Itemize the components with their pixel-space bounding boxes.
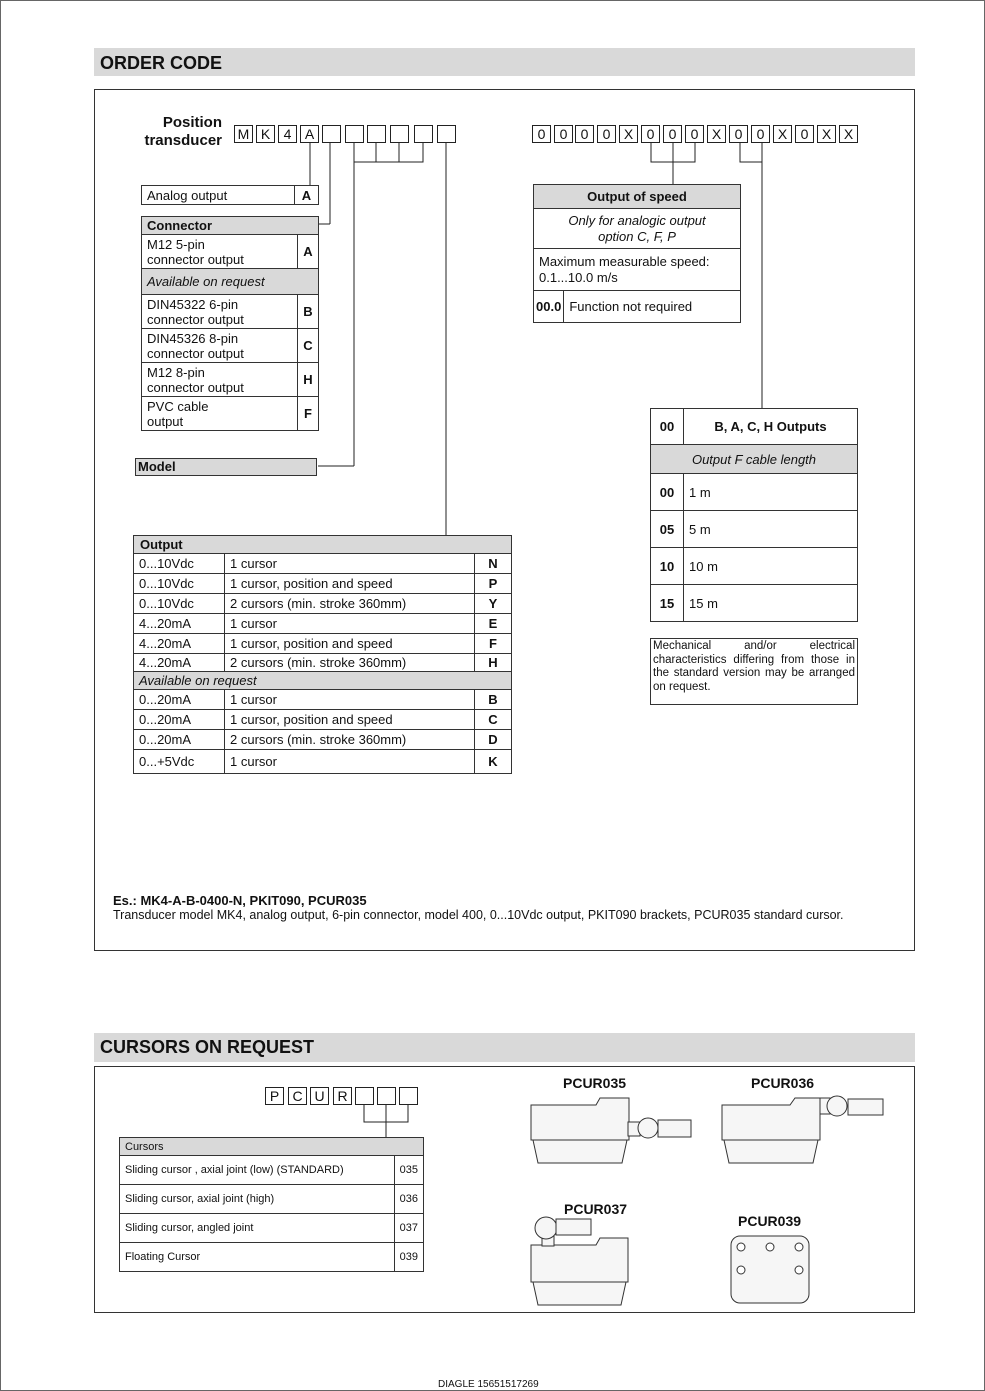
code-box: [322, 125, 341, 143]
output-code: H: [475, 654, 512, 672]
output-speed-header: Output of speed: [534, 185, 741, 209]
right-code-box: 0: [685, 125, 704, 143]
code-box: [345, 125, 364, 143]
cursor-code-box: C: [288, 1087, 307, 1105]
order-code-title: ORDER CODE: [100, 53, 223, 73]
outputs-row-value: 15 m: [684, 585, 858, 622]
cursor-code-box: P: [265, 1087, 284, 1105]
code-box: [367, 125, 386, 143]
connector-line2: connector output: [147, 251, 244, 267]
outputs-row-code: 10: [651, 548, 684, 585]
connector-line2: connector output: [147, 345, 244, 361]
right-code-box: X: [707, 125, 726, 143]
code-box: A: [300, 125, 319, 143]
output-speed-max1: Maximum measurable speed:: [539, 253, 710, 269]
connector-subheader: Available on request: [142, 269, 319, 295]
connector-line1: M12 5-pin: [147, 236, 205, 252]
output-range: 0...10Vdc: [134, 574, 225, 594]
pcur036-label: PCUR036: [751, 1075, 815, 1091]
output-code: E: [475, 614, 512, 634]
position-label-line1: Position: [162, 114, 222, 131]
cursor-code-box: [355, 1087, 374, 1105]
output-range: 0...10Vdc: [134, 594, 225, 614]
cursor-code-box: [377, 1087, 396, 1105]
connector-code: F: [298, 397, 319, 431]
code-box: [414, 125, 433, 143]
cursor-code-box: U: [310, 1087, 329, 1105]
output-range: 0...20mA: [134, 730, 225, 750]
cursor-code: 039: [394, 1243, 423, 1272]
cursor-desc: Sliding cursor, angled joint: [120, 1214, 395, 1243]
cursors-title: CURSORS ON REQUEST: [100, 1037, 315, 1057]
connector-line2: connector output: [147, 311, 244, 327]
right-code-box: 0: [597, 125, 616, 143]
cursor-code-box: [399, 1087, 418, 1105]
connector-code: C: [298, 329, 319, 363]
connector-code: A: [298, 235, 319, 269]
connector-row: [142, 363, 298, 397]
cursor-desc: Sliding cursor , axial joint (low) (STANDARD): [120, 1156, 395, 1185]
output-code: D: [475, 730, 512, 750]
outputs-sub: Output F cable length: [651, 445, 858, 474]
output-desc: 2 cursors (min. stroke 360mm): [225, 730, 475, 750]
output-code: Y: [475, 594, 512, 614]
code-box: 4: [278, 125, 297, 143]
output-code: C: [475, 710, 512, 730]
outputs-row-value: 10 m: [684, 548, 858, 585]
right-code-box: X: [817, 125, 836, 143]
output-code: N: [475, 554, 512, 574]
output-range: 0...20mA: [134, 710, 225, 730]
example-title: Es.: MK4-A-B-0400-N, PKIT090, PCUR035: [113, 893, 367, 908]
output-code: F: [475, 634, 512, 654]
output-desc: 1 cursor, position and speed: [225, 710, 475, 730]
output-code: K: [475, 750, 512, 774]
connector-line1: DIN45322 6-pin: [147, 296, 239, 312]
code-box: K: [256, 125, 275, 143]
output-desc: 1 cursor, position and speed: [225, 634, 475, 654]
right-code-box: 0: [641, 125, 660, 143]
outputs-row-code: 15: [651, 585, 684, 622]
output-table: [133, 535, 512, 774]
right-code-box: 0: [554, 125, 573, 143]
output-desc: 1 cursor: [225, 690, 475, 710]
connector-code: B: [298, 295, 319, 329]
right-code-box: X: [619, 125, 638, 143]
right-code-box: 0: [663, 125, 682, 143]
right-code-box: 0: [729, 125, 748, 143]
outputs-row-code: 00: [651, 474, 684, 511]
output-code: P: [475, 574, 512, 594]
output-speed-note1: Only for analogic output: [568, 212, 706, 228]
outputs-row-value: 1 m: [684, 474, 858, 511]
output-desc: 1 cursor: [225, 750, 475, 774]
right-code-box: 0: [795, 125, 814, 143]
connector-line1: PVC cable: [147, 398, 209, 414]
cursor-code: 035: [394, 1156, 423, 1185]
output-speed-max: [534, 249, 741, 291]
code-box: [390, 125, 409, 143]
cursor-code: 036: [394, 1185, 423, 1214]
note-box: [650, 638, 858, 705]
output-desc: 2 cursors (min. stroke 360mm): [225, 654, 475, 672]
output-speed-desc: Function not required: [564, 291, 741, 323]
output-range: 4...20mA: [134, 654, 225, 672]
output-desc: 1 cursor: [225, 614, 475, 634]
cursor-code: 037: [394, 1214, 423, 1243]
output-speed-note2: option C, F, P: [598, 228, 676, 244]
right-code-box: 0: [532, 125, 551, 143]
note-text: Mechanical and/or electrical characteristics differing from those in the standard version may be arranged on request.: [653, 640, 855, 693]
connector-table: [141, 216, 319, 431]
outputs-table: [650, 408, 858, 622]
connector-line2: output: [147, 413, 184, 429]
output-range: 4...20mA: [134, 614, 225, 634]
output-code: B: [475, 690, 512, 710]
output-range: 0...+5Vdc: [134, 750, 225, 774]
output-speed-code: 00.0: [534, 291, 564, 323]
footer-text: DIAGLE 15651517269: [438, 1379, 539, 1390]
cursors-table: [119, 1137, 424, 1272]
output-speed-note: [534, 209, 741, 249]
output-desc: 1 cursor: [225, 554, 475, 574]
output-subheader: Available on request: [134, 672, 512, 690]
right-code-box: X: [773, 125, 792, 143]
cursor-code-box: R: [333, 1087, 352, 1105]
right-code-box: 0: [575, 125, 594, 143]
outputs-code: 00: [651, 409, 684, 445]
right-code-box: X: [839, 125, 858, 143]
connector-header: Connector: [142, 217, 319, 235]
output-range: 0...10Vdc: [134, 554, 225, 574]
cursor-desc: Sliding cursor, axial joint (high): [120, 1185, 395, 1214]
position-label: [138, 114, 222, 150]
cursor-desc: Floating Cursor: [120, 1243, 395, 1272]
outputs-row-code: 05: [651, 511, 684, 548]
model-label: Model: [135, 458, 317, 476]
right-code-box: 0: [751, 125, 770, 143]
cursors-header: Cursors: [120, 1138, 424, 1156]
output-speed-table: [533, 184, 741, 323]
outputs-row-value: 5 m: [684, 511, 858, 548]
example-text: Transducer model MK4, analog output, 6-pin connector, model 400, 0...10Vdc output, PKIT090 brackets, PCUR035 standard cursor.: [113, 908, 844, 922]
connector-row: [142, 295, 298, 329]
pcur037-label: PCUR037: [564, 1201, 628, 1217]
connector-row: [142, 397, 298, 431]
code-box: [437, 125, 456, 143]
cursors-title-bar: [94, 1033, 915, 1062]
connector-row: [142, 329, 298, 363]
analog-output-label: Analog output: [142, 186, 295, 205]
connector-line1: M12 8-pin: [147, 364, 205, 380]
connector-code: H: [298, 363, 319, 397]
output-desc: 2 cursors (min. stroke 360mm): [225, 594, 475, 614]
pcur035-label: PCUR035: [563, 1075, 627, 1091]
analog-output-table: [141, 185, 319, 205]
connector-line2: connector output: [147, 379, 244, 395]
output-range: 0...20mA: [134, 690, 225, 710]
output-desc: 1 cursor, position and speed: [225, 574, 475, 594]
outputs-header: B, A, C, H Outputs: [684, 409, 858, 445]
output-speed-max2: 0.1...10.0 m/s: [539, 269, 618, 285]
code-box: M: [234, 125, 253, 143]
analog-output-code: A: [295, 186, 319, 205]
position-label-line2: transducer: [144, 132, 222, 149]
output-range: 4...20mA: [134, 634, 225, 654]
pcur039-label: PCUR039: [738, 1213, 802, 1229]
connector-line1: DIN45326 8-pin: [147, 330, 239, 346]
connector-row: [142, 235, 298, 269]
output-header: Output: [134, 536, 512, 554]
